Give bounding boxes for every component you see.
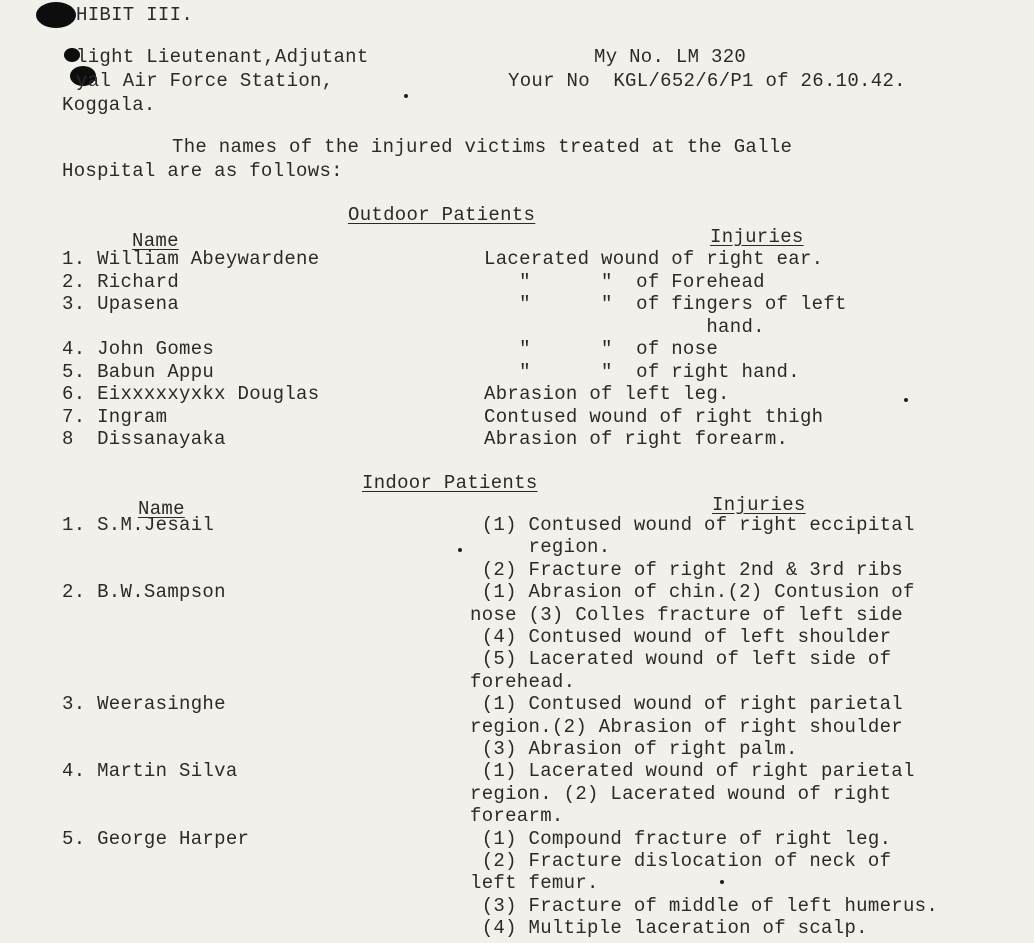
injury-line: (5) Lacerated wound of left side of [470, 648, 892, 671]
intro-line: The names of the injured victims treated at the Galle [172, 136, 793, 158]
injury-line: (1) Abrasion of chin.(2) Contusion of [470, 581, 915, 604]
indoor-name-header: Name [138, 498, 185, 520]
reference-your-no: Your No KGL/652/6/P1 of 26.10.42. [508, 70, 906, 92]
injury-line: " " of Forehead [484, 270, 765, 293]
injury-line: region. [470, 536, 611, 559]
outdoor-section-title: Outdoor Patients [348, 204, 536, 226]
injury-line: " " of nose [484, 338, 719, 360]
patient-name: 5. Babun Appu [62, 360, 215, 383]
patient-name: 1. William Abeywardene [62, 248, 320, 270]
patient-name: 1. S.M.Jesail [62, 514, 215, 536]
injury-line: (1) Contused wound of right eccipital [470, 514, 915, 536]
injury-line: Contused wound of right thigh [484, 405, 824, 428]
injury-line: (2) Fracture dislocation of neck of [470, 850, 892, 872]
patient-name: 7. Ingram [62, 405, 168, 428]
injury-line: (4) Contused wound of left shoulder [470, 626, 892, 648]
outdoor-injuries-header: Injuries [710, 226, 804, 248]
injury-line: forearm. [470, 805, 564, 828]
injury-line: nose (3) Colles fracture of left side [470, 603, 903, 626]
injury-line: (1) Compound fracture of right leg. [470, 827, 892, 850]
injury-line: (4) Multiple laceration of scalp. [470, 917, 868, 940]
reference-my-no: My No. LM 320 [594, 46, 747, 68]
indoor-injuries-header: Injuries [712, 494, 806, 516]
indoor-section-title: Indoor Patients [362, 472, 538, 494]
patient-name: 8 Dissanayaka [62, 428, 226, 450]
intro-line: Hospital are as follows: [62, 160, 343, 182]
injury-line: (3) Abrasion of right palm. [470, 738, 798, 760]
injury-line: forehead. [470, 670, 576, 693]
patient-name: 3. Weerasinghe [62, 693, 226, 716]
patient-name: 4. John Gomes [62, 338, 215, 360]
injury-line: (1) Lacerated wound of right parietal [470, 760, 915, 783]
exhibit-heading: HIBIT III. [76, 4, 194, 26]
patient-name: 5. George Harper [62, 827, 250, 850]
injury-line: (1) Contused wound of right parietal [470, 693, 903, 716]
injury-line: Abrasion of right forearm. [484, 428, 789, 450]
injury-line: " " of right hand. [484, 360, 800, 383]
injury-line: region.(2) Abrasion of right shoulder [470, 715, 903, 738]
patient-name: 3. Upasena [62, 293, 180, 315]
injury-line: (3) Fracture of middle of left humerus. [470, 894, 939, 917]
ink-speck [404, 94, 408, 98]
addressee-line: yal Air Force Station, [76, 70, 334, 92]
patient-name: 6. Eixxxxxyxkx Douglas [62, 383, 320, 405]
ink-speck [904, 398, 908, 402]
ink-blot [36, 2, 76, 28]
patient-name: 2. B.W.Sampson [62, 581, 226, 604]
addressee-line: Koggala. [62, 94, 156, 116]
addressee-line: light Lieutenant,Adjutant [76, 46, 369, 68]
ink-speck [720, 880, 724, 884]
injury-line: left femur. [470, 872, 599, 895]
outdoor-name-header: Name [132, 230, 179, 252]
injury-line: region. (2) Lacerated wound of right [470, 782, 892, 805]
ink-speck [458, 548, 462, 552]
injury-line: hand. [484, 315, 765, 338]
patient-name: 4. Martin Silva [62, 760, 238, 783]
injury-line: (2) Fracture of right 2nd & 3rd ribs [470, 558, 903, 581]
injury-line: Abrasion of left leg. [484, 383, 730, 405]
injury-line: " " of fingers of left [484, 293, 847, 315]
patient-name: 2. Richard [62, 270, 180, 293]
injury-line: Lacerated wound of right ear. [484, 248, 824, 270]
